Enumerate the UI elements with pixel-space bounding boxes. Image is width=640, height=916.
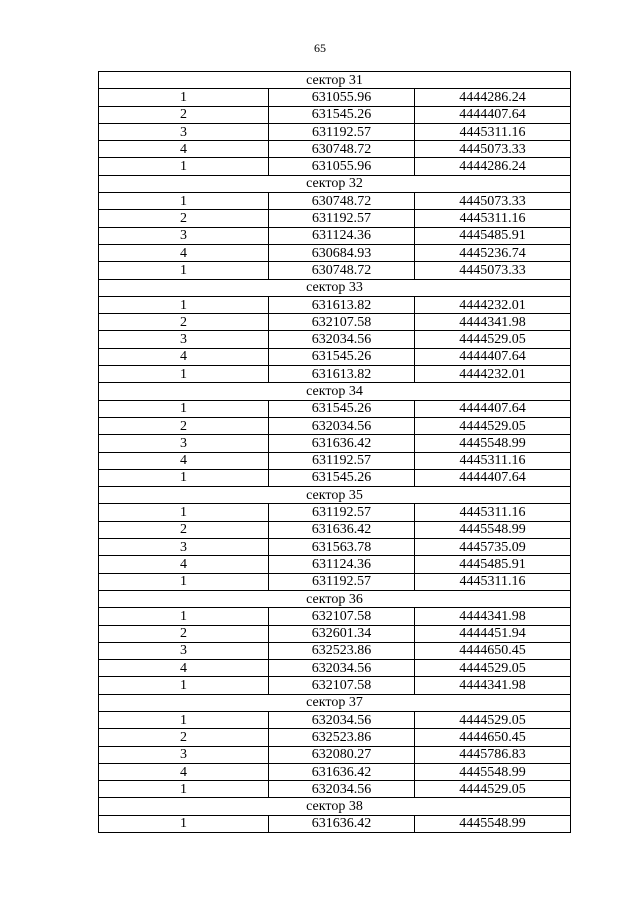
sector-header-row: [99, 798, 571, 815]
point-number-cell: 1: [99, 89, 269, 106]
point-number-cell: 2: [99, 521, 269, 538]
point-number-cell: 2: [99, 625, 269, 642]
y-coordinate-cell: 4445548.99: [415, 815, 571, 832]
point-number-cell: 1: [99, 366, 269, 383]
y-coordinate-cell: 4444341.98: [415, 314, 571, 331]
table-row: [99, 227, 571, 244]
y-coordinate-cell: 4444286.24: [415, 89, 571, 106]
table-row: [99, 815, 571, 832]
point-number-cell: 4: [99, 556, 269, 573]
y-coordinate-cell: 4445735.09: [415, 539, 571, 556]
table-row: [99, 677, 571, 694]
sector-header-row: [99, 72, 571, 89]
y-coordinate-cell: 4445073.33: [415, 262, 571, 279]
point-number-cell: 1: [99, 781, 269, 798]
x-coordinate-cell: 631124.36: [269, 556, 415, 573]
sector-title: сектор 32: [99, 175, 571, 192]
table-row: [99, 781, 571, 798]
y-coordinate-cell: 4444529.05: [415, 660, 571, 677]
table-row: [99, 660, 571, 677]
x-coordinate-cell: 631055.96: [269, 158, 415, 175]
table-row: [99, 366, 571, 383]
y-coordinate-cell: 4444232.01: [415, 296, 571, 313]
y-coordinate-cell: 4445073.33: [415, 193, 571, 210]
sector-title: сектор 33: [99, 279, 571, 296]
y-coordinate-cell: 4444650.45: [415, 729, 571, 746]
x-coordinate-cell: 631192.57: [269, 123, 415, 140]
point-number-cell: 4: [99, 452, 269, 469]
x-coordinate-cell: 631636.42: [269, 763, 415, 780]
x-coordinate-cell: 631192.57: [269, 452, 415, 469]
table-row: [99, 746, 571, 763]
point-number-cell: 2: [99, 106, 269, 123]
point-number-cell: 3: [99, 539, 269, 556]
point-number-cell: 4: [99, 348, 269, 365]
table-row: [99, 141, 571, 158]
table-row: [99, 556, 571, 573]
x-coordinate-cell: 632523.86: [269, 642, 415, 659]
sector-title: сектор 31: [99, 72, 571, 89]
point-number-cell: 4: [99, 141, 269, 158]
x-coordinate-cell: 632107.58: [269, 314, 415, 331]
x-coordinate-cell: 630748.72: [269, 141, 415, 158]
x-coordinate-cell: 631545.26: [269, 348, 415, 365]
y-coordinate-cell: 4444341.98: [415, 608, 571, 625]
x-coordinate-cell: 632034.56: [269, 331, 415, 348]
y-coordinate-cell: 4444529.05: [415, 331, 571, 348]
x-coordinate-cell: 632601.34: [269, 625, 415, 642]
point-number-cell: 1: [99, 677, 269, 694]
y-coordinate-cell: 4445485.91: [415, 556, 571, 573]
x-coordinate-cell: 630748.72: [269, 262, 415, 279]
x-coordinate-cell: 631124.36: [269, 227, 415, 244]
point-number-cell: 1: [99, 573, 269, 590]
point-number-cell: 3: [99, 642, 269, 659]
table-row: [99, 711, 571, 728]
table-row: [99, 435, 571, 452]
table-row: [99, 296, 571, 313]
point-number-cell: 3: [99, 746, 269, 763]
point-number-cell: 4: [99, 244, 269, 261]
point-number-cell: 4: [99, 763, 269, 780]
y-coordinate-cell: 4445311.16: [415, 452, 571, 469]
point-number-cell: 1: [99, 296, 269, 313]
point-number-cell: 1: [99, 193, 269, 210]
table-row: [99, 539, 571, 556]
point-number-cell: 2: [99, 314, 269, 331]
x-coordinate-cell: 631563.78: [269, 539, 415, 556]
table-row: [99, 417, 571, 434]
y-coordinate-cell: 4444451.94: [415, 625, 571, 642]
sector-title: сектор 35: [99, 487, 571, 504]
x-coordinate-cell: 631613.82: [269, 296, 415, 313]
coordinates-table-body: [99, 72, 571, 833]
x-coordinate-cell: 631545.26: [269, 400, 415, 417]
y-coordinate-cell: 4445311.16: [415, 123, 571, 140]
y-coordinate-cell: 4444407.64: [415, 400, 571, 417]
point-number-cell: 1: [99, 158, 269, 175]
point-number-cell: 1: [99, 608, 269, 625]
sector-title: сектор 34: [99, 383, 571, 400]
x-coordinate-cell: 631636.42: [269, 521, 415, 538]
y-coordinate-cell: 4444341.98: [415, 677, 571, 694]
x-coordinate-cell: 632034.56: [269, 781, 415, 798]
table-row: [99, 729, 571, 746]
table-row: [99, 210, 571, 227]
coordinates-table: [98, 71, 571, 833]
table-row: [99, 521, 571, 538]
point-number-cell: 1: [99, 400, 269, 417]
y-coordinate-cell: 4445311.16: [415, 210, 571, 227]
point-number-cell: 1: [99, 711, 269, 728]
y-coordinate-cell: 4445548.99: [415, 521, 571, 538]
table-row: [99, 262, 571, 279]
point-number-cell: 1: [99, 815, 269, 832]
x-coordinate-cell: 632034.56: [269, 711, 415, 728]
x-coordinate-cell: 631636.42: [269, 435, 415, 452]
y-coordinate-cell: 4444407.64: [415, 348, 571, 365]
page-number: 65: [314, 41, 326, 55]
y-coordinate-cell: 4445311.16: [415, 504, 571, 521]
x-coordinate-cell: 631545.26: [269, 106, 415, 123]
x-coordinate-cell: 631545.26: [269, 469, 415, 486]
sector-header-row: [99, 487, 571, 504]
y-coordinate-cell: 4444407.64: [415, 106, 571, 123]
y-coordinate-cell: 4445311.16: [415, 573, 571, 590]
sector-title: сектор 36: [99, 590, 571, 607]
table-row: [99, 348, 571, 365]
table-row: [99, 625, 571, 642]
y-coordinate-cell: 4444286.24: [415, 158, 571, 175]
point-number-cell: 2: [99, 417, 269, 434]
sector-header-row: [99, 383, 571, 400]
x-coordinate-cell: 631192.57: [269, 573, 415, 590]
table-row: [99, 89, 571, 106]
table-row: [99, 452, 571, 469]
y-coordinate-cell: 4444650.45: [415, 642, 571, 659]
y-coordinate-cell: 4444529.05: [415, 417, 571, 434]
table-row: [99, 244, 571, 261]
y-coordinate-cell: 4444407.64: [415, 469, 571, 486]
point-number-cell: 3: [99, 331, 269, 348]
x-coordinate-cell: 631613.82: [269, 366, 415, 383]
point-number-cell: 2: [99, 729, 269, 746]
sector-header-row: [99, 175, 571, 192]
sector-header-row: [99, 694, 571, 711]
table-row: [99, 123, 571, 140]
y-coordinate-cell: 4445548.99: [415, 435, 571, 452]
x-coordinate-cell: 632107.58: [269, 608, 415, 625]
table-row: [99, 573, 571, 590]
x-coordinate-cell: 632523.86: [269, 729, 415, 746]
table-row: [99, 331, 571, 348]
table-row: [99, 314, 571, 331]
y-coordinate-cell: 4445485.91: [415, 227, 571, 244]
table-row: [99, 193, 571, 210]
x-coordinate-cell: 631055.96: [269, 89, 415, 106]
x-coordinate-cell: 632080.27: [269, 746, 415, 763]
table-row: [99, 106, 571, 123]
sector-header-row: [99, 590, 571, 607]
point-number-cell: 4: [99, 660, 269, 677]
table-row: [99, 642, 571, 659]
y-coordinate-cell: 4444529.05: [415, 781, 571, 798]
x-coordinate-cell: 630748.72: [269, 193, 415, 210]
y-coordinate-cell: 4445236.74: [415, 244, 571, 261]
point-number-cell: 1: [99, 469, 269, 486]
y-coordinate-cell: 4445548.99: [415, 763, 571, 780]
y-coordinate-cell: 4444529.05: [415, 711, 571, 728]
table-row: [99, 469, 571, 486]
point-number-cell: 1: [99, 262, 269, 279]
table-row: [99, 504, 571, 521]
y-coordinate-cell: 4445786.83: [415, 746, 571, 763]
x-coordinate-cell: 631636.42: [269, 815, 415, 832]
sector-title: сектор 37: [99, 694, 571, 711]
x-coordinate-cell: 632034.56: [269, 660, 415, 677]
point-number-cell: 2: [99, 210, 269, 227]
table-row: [99, 400, 571, 417]
sector-header-row: [99, 279, 571, 296]
table-row: [99, 763, 571, 780]
table-row: [99, 608, 571, 625]
sector-title: сектор 38: [99, 798, 571, 815]
x-coordinate-cell: 631192.57: [269, 210, 415, 227]
point-number-cell: 3: [99, 435, 269, 452]
x-coordinate-cell: 630684.93: [269, 244, 415, 261]
x-coordinate-cell: 632034.56: [269, 417, 415, 434]
point-number-cell: 3: [99, 123, 269, 140]
x-coordinate-cell: 631192.57: [269, 504, 415, 521]
table-row: [99, 158, 571, 175]
y-coordinate-cell: 4444232.01: [415, 366, 571, 383]
x-coordinate-cell: 632107.58: [269, 677, 415, 694]
y-coordinate-cell: 4445073.33: [415, 141, 571, 158]
point-number-cell: 3: [99, 227, 269, 244]
point-number-cell: 1: [99, 504, 269, 521]
